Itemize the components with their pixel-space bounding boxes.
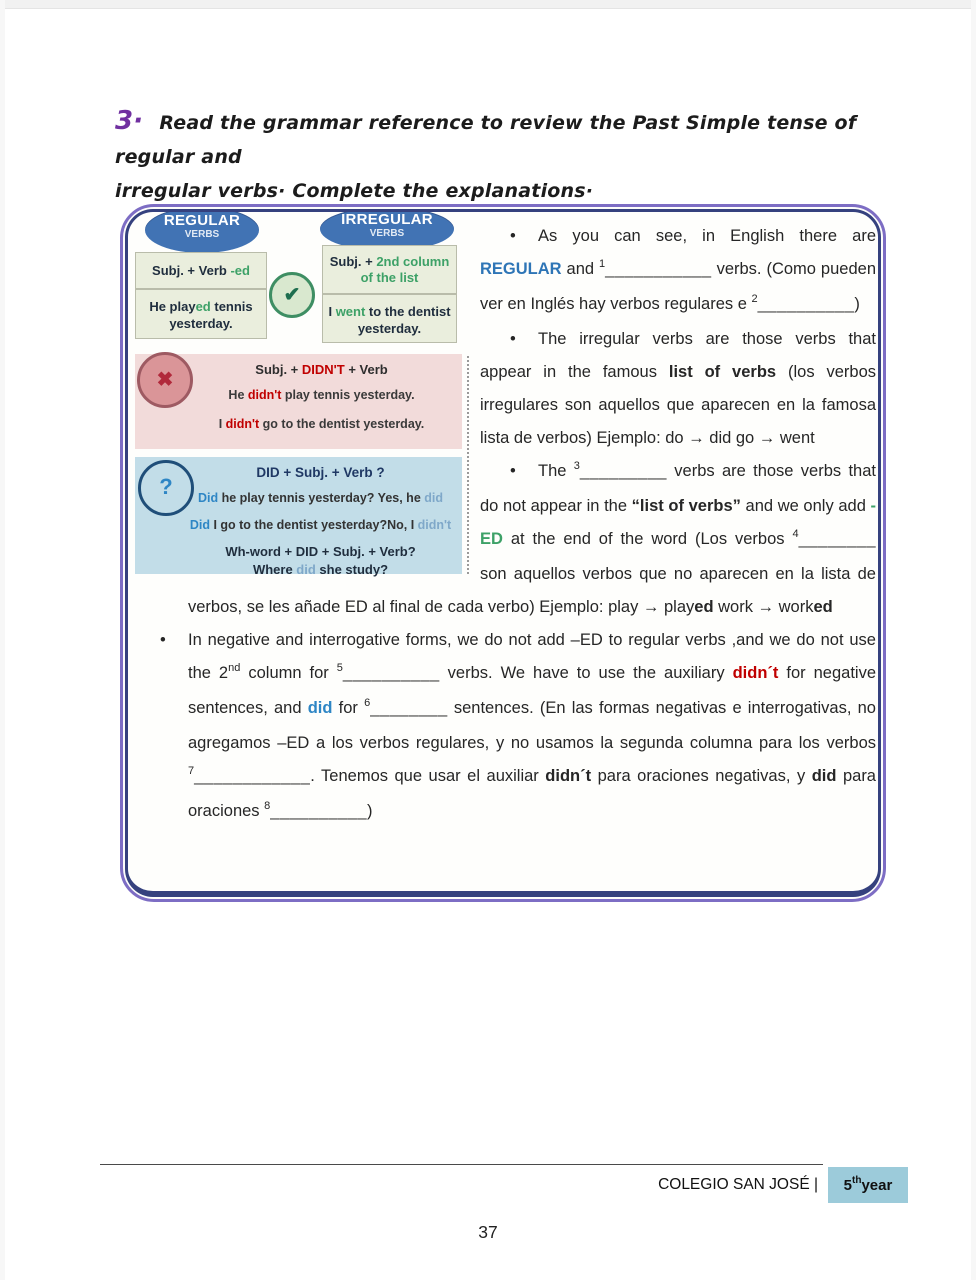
- regular-oval-title: REGULAR: [163, 212, 241, 229]
- irregular-formula-2nd-column: 2nd column of the list: [360, 254, 450, 285]
- negative-example-1-didnt: didn't: [247, 388, 282, 402]
- bullet-icon: •: [510, 227, 516, 245]
- b4-text-6: sentences. (En las formas negativas e interrogativas, no agregamos –ED a los verbos regulares, y no usamos la segunda columna para los verbos: [188, 699, 876, 752]
- x-cross-icon: ✖: [137, 352, 193, 408]
- fill-blank-4[interactable]: ________: [798, 530, 876, 548]
- regular-formula-ed: -ed: [230, 263, 250, 278]
- regular-formula-box: [135, 252, 267, 289]
- question-mark-icon: ?: [138, 460, 194, 516]
- footer-divider: [100, 1164, 823, 1165]
- question-formula: DID + Subj. + Verb ?: [256, 465, 385, 480]
- b4-text-10: ): [367, 802, 373, 820]
- b1-text-4: ): [854, 295, 860, 313]
- fill-blank-6[interactable]: ________: [370, 699, 448, 717]
- negative-formula-post: + Verb: [344, 362, 388, 377]
- b2-text-1: The irregular verbs are those verbs that appear in the famous: [480, 330, 876, 381]
- irregular-example-box: [322, 294, 457, 343]
- b4-text-4: for negative sentences, and: [188, 664, 877, 717]
- b3-text-1: The: [538, 462, 574, 480]
- grammar-reference-box: [120, 204, 886, 902]
- b4-sup-8: 8: [264, 800, 271, 812]
- regular-example-ed: ed: [195, 299, 211, 314]
- negative-example-2-pre: I: [218, 417, 226, 431]
- exercise-instruction-line2: irregular verbs· Complete the explanations·: [115, 180, 594, 202]
- b4-sup-6: 6: [364, 697, 371, 709]
- irregular-oval-title: IRREGULAR: [341, 211, 433, 228]
- b1-text-1: As you can see, in English there are: [538, 227, 876, 245]
- b3-ed-green: -ED: [480, 497, 877, 548]
- grammar-reference-box-inner: [125, 209, 881, 897]
- b2-text-2: (los verbos irregulares son aquellos que aparecen en la famosa lista de verbos) Ejemplo: do → did go → went: [480, 363, 876, 447]
- b1-regular: REGULAR: [480, 260, 562, 278]
- wh-example-rest: she study?: [315, 562, 389, 577]
- b1-sup-2: 2: [751, 293, 758, 305]
- year-word: year: [861, 1176, 893, 1194]
- regular-formula-text: Subj. + Verb: [152, 263, 231, 278]
- b4-text-8: para oraciones negativas, y: [591, 767, 812, 785]
- question-example-2: [183, 517, 458, 533]
- exercise-heading: [115, 104, 897, 208]
- bullet-icon: •: [510, 462, 516, 480]
- b3-text-4: at the end of the word (Los verbos: [502, 530, 793, 548]
- footer-school-name: COLEGIO SAN JOSÉ |: [658, 1176, 818, 1193]
- regular-example-box: [135, 289, 267, 339]
- b1-text-2: and: [561, 260, 600, 278]
- negative-example-1-pre: He: [228, 388, 248, 402]
- b3-played-ed: ed: [694, 598, 714, 616]
- exercise-instruction-line1: Read the grammar reference to review the Past Simple tense of regular and: [115, 112, 857, 168]
- irregular-oval-sub: VERBS: [369, 228, 405, 239]
- b4-text-1: In negative and interrogative forms, we do not add –ED to regular verbs ,and we do not use the 2: [188, 631, 876, 682]
- bullet-icon: •: [160, 631, 166, 649]
- fill-blank-8[interactable]: __________: [270, 802, 368, 820]
- column-divider-dotted: [467, 356, 469, 574]
- negative-example-2-didnt: didn't: [225, 417, 260, 431]
- fill-blank-3[interactable]: _________: [579, 462, 667, 480]
- b4-sup-nd: nd: [228, 662, 241, 674]
- b3-worked-ed: ed: [813, 598, 833, 616]
- b4-text-2: column for: [240, 664, 337, 682]
- negative-example-1-post: play tennis yesterday.: [281, 388, 415, 402]
- negative-formula: [187, 361, 456, 378]
- irregular-formula-text: Subj. +: [329, 254, 377, 269]
- regular-example-text: He play: [149, 299, 196, 314]
- b4-text-7: . Tenemos que usar el auxiliar: [310, 767, 546, 785]
- b1-text-3: verbs. (Como pueden ver en Inglés hay verbos regulares e: [480, 260, 876, 313]
- wh-example-did: did: [296, 562, 316, 577]
- irregular-example-went: went: [335, 304, 366, 319]
- regular-verbs-oval: [145, 209, 259, 253]
- b4-sup-7: 7: [188, 765, 195, 777]
- scan-edge-top: [0, 0, 976, 9]
- fill-blank-7[interactable]: ____________: [194, 767, 311, 785]
- question-example-1-did: Did: [197, 491, 219, 505]
- b4-text-5: for: [332, 699, 365, 717]
- irregular-example-text: I: [328, 304, 336, 319]
- question-example-2-mid: I go to the dentist yesterday?No, I: [209, 518, 418, 532]
- b4-did-bold: did: [811, 767, 837, 785]
- year-ordinal: th: [852, 1174, 862, 1186]
- negative-example-2-post: go to the dentist yesterday.: [259, 417, 425, 431]
- exercise-heading-line1: [115, 104, 897, 174]
- fill-blank-1[interactable]: ___________: [605, 260, 712, 278]
- b3-text-5: son aquellos verbos que no aparecen en la lista de verbos, se les añade ED al final de cada verbo) Ejemplo: play → play: [188, 565, 876, 616]
- regular-oval-sub: VERBS: [184, 229, 220, 240]
- b3-sup-3: 3: [573, 460, 580, 472]
- b3-text-3: and we only add: [740, 497, 871, 515]
- b4-didnt-bold: didn´t: [545, 767, 592, 785]
- explanation-bullet-4: [160, 624, 877, 830]
- question-example-2-did: Did: [189, 518, 210, 532]
- negative-formula-pre: Subj. +: [255, 362, 302, 377]
- wh-word-formula: Wh-word + DID + Subj. + Verb?: [225, 544, 416, 559]
- b3-text-2: verbs are those verbs that do not appear in the: [480, 462, 876, 515]
- bullet-icon: •: [510, 330, 516, 348]
- b2-list-of-verbs: list of verbs: [668, 363, 777, 381]
- verbs-diagram: [128, 211, 464, 577]
- year-number: 5: [843, 1176, 852, 1194]
- page-number: 37: [478, 1222, 498, 1242]
- fill-blank-5[interactable]: __________: [342, 664, 440, 682]
- footer-year-badge: [828, 1167, 908, 1203]
- wh-example-where: Where: [252, 562, 297, 577]
- question-example-1-answer: did: [424, 491, 443, 505]
- b1-sup-1: 1: [599, 258, 606, 270]
- b4-did-blue: did: [307, 699, 333, 717]
- b4-sup-5: 5: [336, 662, 343, 674]
- b4-text-9: para oraciones: [188, 767, 876, 820]
- wh-word-example: [183, 562, 458, 577]
- b4-didnt-red: didn´t: [732, 664, 779, 682]
- b3-list-of-verbs: “list of verbs”: [631, 497, 741, 515]
- scan-edge-left: [0, 0, 5, 1280]
- question-example-2-answer: didn't: [417, 518, 452, 532]
- checkmark-icon: ✔: [269, 272, 315, 318]
- negative-formula-didnt: DIDN'T: [301, 362, 345, 377]
- exercise-number: 3·: [115, 106, 144, 136]
- scan-edge-right: [971, 0, 976, 1280]
- irregular-example-rest: to the dentist yesterday.: [357, 304, 451, 336]
- regular-example-rest: tennis yesterday.: [169, 299, 253, 331]
- negative-example-1: [187, 387, 456, 403]
- b3-text-6: work → work: [713, 598, 814, 616]
- negative-example-2: [187, 416, 456, 432]
- question-example-1: [183, 490, 458, 506]
- question-example-1-mid: he play tennis yesterday? Yes, he: [218, 491, 425, 505]
- b3-sup-4: 4: [792, 528, 799, 540]
- b4-text-3: verbs. We have to use the auxiliary: [439, 664, 733, 682]
- irregular-formula-box: [322, 245, 457, 294]
- fill-blank-2[interactable]: __________: [757, 295, 855, 313]
